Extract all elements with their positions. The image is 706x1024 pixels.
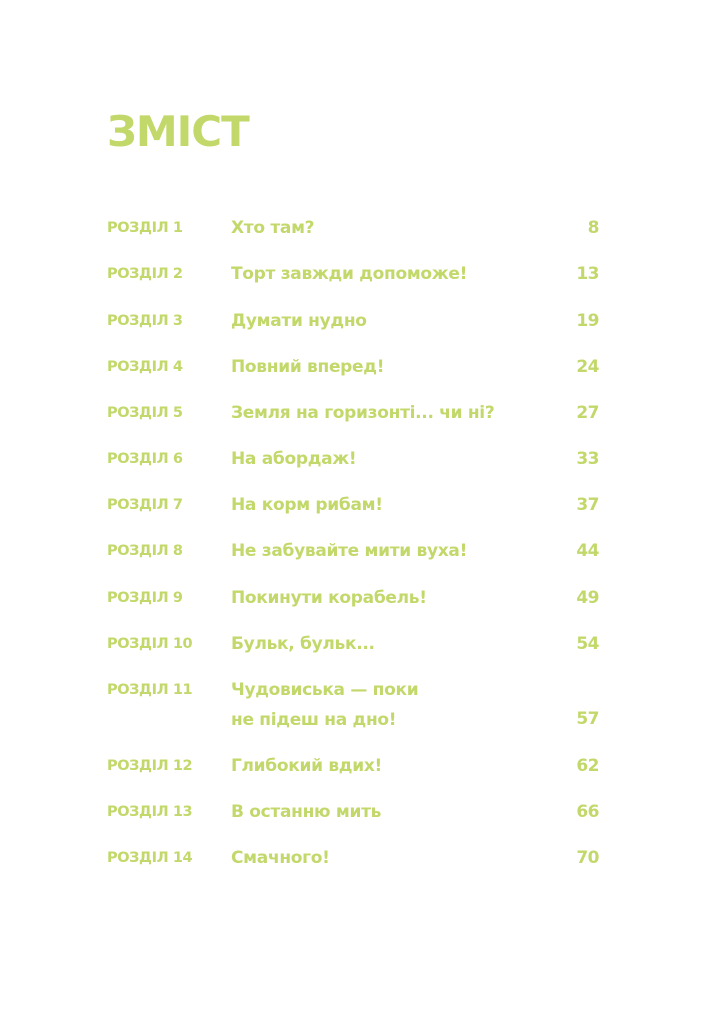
chapter-number: РОЗДІЛ 8 — [107, 543, 183, 559]
toc-entry — [0, 306, 706, 336]
toc-entry — [0, 490, 706, 520]
page-number: 13 — [576, 264, 599, 284]
chapter-title-line: Бульк, бульк... — [231, 634, 375, 654]
chapter-title-line: Смачного! — [231, 848, 330, 868]
page-number: 33 — [576, 449, 599, 469]
chapter-title-line: не підеш на дно! — [231, 710, 397, 730]
chapter-title-line: На корм рибам! — [231, 495, 383, 515]
page-number: 37 — [576, 495, 599, 515]
page-number: 66 — [576, 802, 599, 822]
chapter-title-line: Торт завжди допоможе! — [231, 264, 468, 284]
chapter-title — [231, 797, 531, 827]
chapter-number: РОЗДІЛ 4 — [107, 359, 183, 375]
chapter-title-line: В останню мить — [231, 802, 382, 822]
chapter-number: РОЗДІЛ 6 — [107, 451, 183, 467]
chapter-title-line: Хто там? — [231, 218, 315, 238]
chapter-title — [231, 444, 531, 474]
toc-entry — [0, 751, 706, 781]
toc-entry — [0, 259, 706, 289]
toc-entry — [0, 398, 706, 428]
page-number: 62 — [576, 756, 599, 776]
toc-entry — [0, 352, 706, 382]
chapter-title-line: Думати нудно — [231, 311, 367, 331]
chapter-number: РОЗДІЛ 9 — [107, 590, 183, 606]
chapter-number: РОЗДІЛ 14 — [107, 850, 193, 866]
chapter-number: РОЗДІЛ 11 — [107, 682, 193, 698]
page-number: 57 — [576, 709, 599, 729]
chapter-title — [231, 629, 531, 659]
chapter-number: РОЗДІЛ 7 — [107, 497, 183, 513]
chapter-title — [231, 536, 531, 566]
page-number: 19 — [576, 311, 599, 331]
page-number: 8 — [587, 218, 599, 238]
chapter-number: РОЗДІЛ 13 — [107, 804, 193, 820]
page-number: 24 — [576, 357, 599, 377]
chapter-title — [231, 213, 531, 243]
chapter-title — [231, 751, 531, 781]
chapter-title-line: Не забувайте мити вуха! — [231, 541, 468, 561]
toc-entry — [0, 843, 706, 873]
chapter-title-line: На абордаж! — [231, 449, 357, 469]
toc-entry — [0, 675, 706, 730]
page-number: 49 — [576, 588, 599, 608]
toc-entry — [0, 536, 706, 566]
toc-entry — [0, 629, 706, 659]
chapter-title — [231, 306, 531, 336]
chapter-title — [231, 490, 531, 520]
chapter-title-line: Чудовиська — поки — [231, 680, 419, 700]
chapter-title — [231, 398, 531, 428]
toc-entry — [0, 583, 706, 613]
chapter-title — [231, 259, 531, 289]
chapter-number: РОЗДІЛ 2 — [107, 266, 183, 282]
chapter-number: РОЗДІЛ 3 — [107, 313, 183, 329]
chapter-title-line: Повний вперед! — [231, 357, 385, 377]
chapter-title — [231, 843, 531, 873]
page-title: ЗМІСТ — [107, 107, 249, 156]
chapter-number: РОЗДІЛ 12 — [107, 758, 193, 774]
page-number: 27 — [576, 403, 599, 423]
page-number: 70 — [576, 848, 599, 868]
chapter-title-line: Покинути корабель! — [231, 588, 427, 608]
chapter-number: РОЗДІЛ 5 — [107, 405, 183, 421]
toc-entry — [0, 213, 706, 243]
chapter-title — [231, 352, 531, 382]
chapter-title — [231, 583, 531, 613]
chapter-title-line: Земля на горизонті... чи ні? — [231, 403, 495, 423]
page-number: 54 — [576, 634, 599, 654]
chapter-number: РОЗДІЛ 10 — [107, 636, 193, 652]
chapter-title-line: Глибокий вдих! — [231, 756, 382, 776]
toc-entry — [0, 797, 706, 827]
page-number: 44 — [576, 541, 599, 561]
chapter-title — [231, 675, 531, 735]
chapter-number: РОЗДІЛ 1 — [107, 220, 183, 236]
toc-entry — [0, 444, 706, 474]
